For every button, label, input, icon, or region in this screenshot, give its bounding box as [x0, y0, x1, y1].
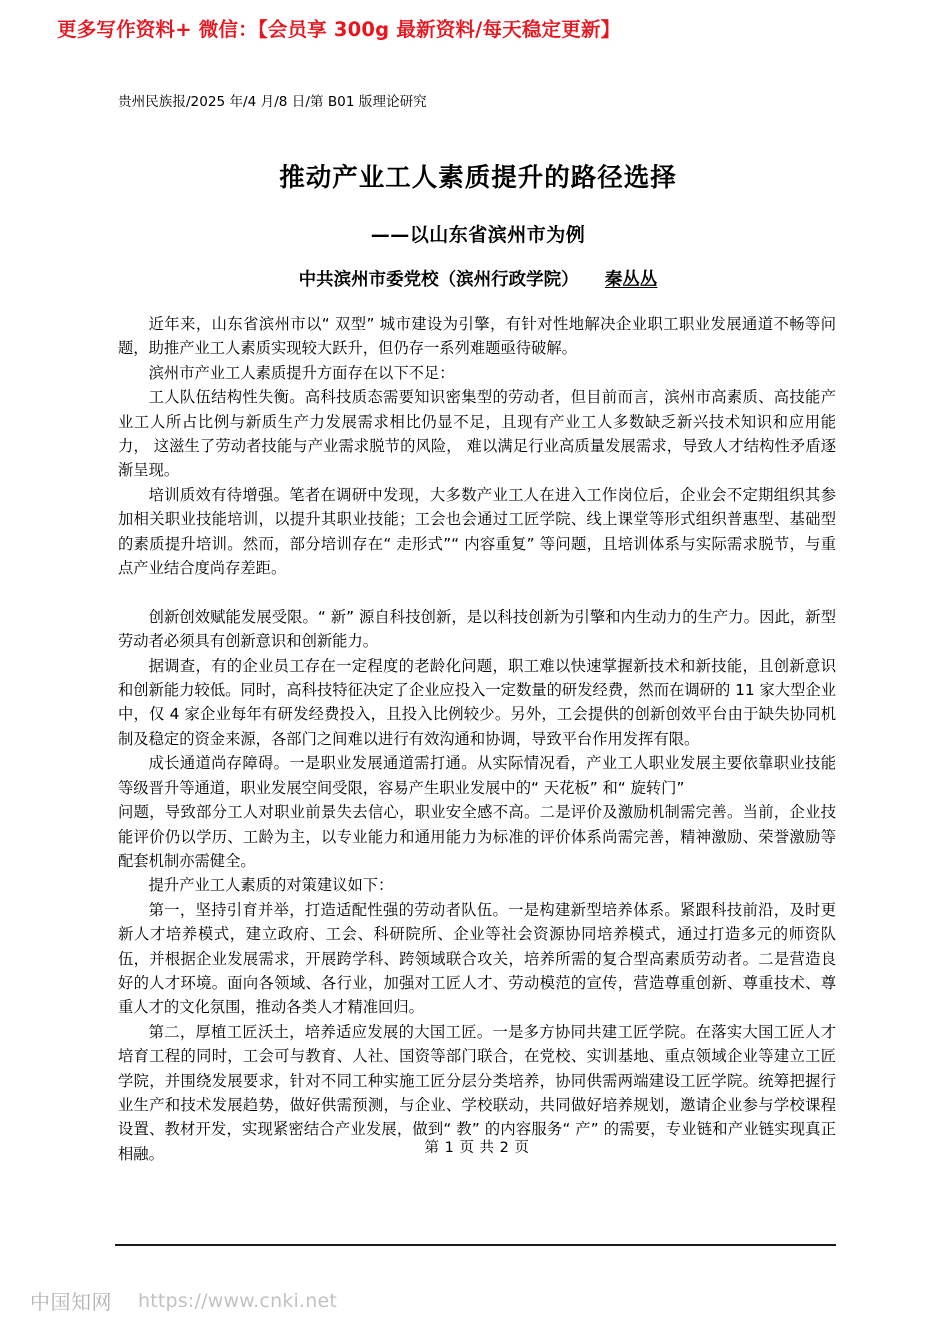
byline-affiliation: 中共滨州市委党校（滨州行政学院） [298, 270, 579, 290]
body-paragraph: 第二，厚植工匠沃土，培养适应发展的大国工匠。一是多方协同共建工匠学院。在落实大国工匠人才培育工程的同时，工会可与教育、人社、国资等部门联合，在党校、实训基地、重点领域企业等建立工匠学院，并围绕发展要求，针对不同工种实施工匠分层分类培养，协同供需两端建设工匠学院。统筹把握行业生产和技术发展趋势，做好供需预测，与企业、学校联动，共同做好培养规划，邀请企业参与学校课程设置、教材开发，实现紧密结合产业发展，做到“ 教” 的内容服务“ 产” 的需要，专业链和产业链实现真正相融。 [118, 1022, 836, 1163]
cnki-url: https://www.cnki.net [138, 1289, 338, 1312]
document-byline [118, 266, 838, 291]
body-paragraph: 近年来，山东省滨州市以“ 双型” 城市建设为引擎，有针对性地解决企业职工职业发展通道不畅等问题，助推产业工人素质实现较大跃升，但仍存一系列难题亟待破解。 [118, 315, 836, 358]
body-paragraph: 培训质效有待增强。笔者在调研中发现，大多数产业工人在进入工作岗位后，企业会不定期组织其参加相关职业技能培训，以提升其职业技能；工会也会通过工匠学院、线上课堂等形式组织普惠型、基础型的素质提升培训。然而，部分培训存在“ 走形式”“ 内容重复” 等问题，且培训体系与实际需求脱节，与重点产业结合度尚存差距。 [118, 485, 836, 578]
footer-divider [115, 1244, 836, 1246]
promotional-banner: 更多写作资料+ 微信：【会员享 300g 最新资料/每天稳定更新】 [57, 18, 621, 41]
body-paragraph: 提升产业工人素质的对策建议如下： [148, 876, 394, 895]
document-subtitle: ——以山东省滨州市为例 [370, 224, 586, 246]
body-paragraph: 工人队伍结构性失衡。高科技质态需要知识密集型的劳动者，但目前而言，滨州市高素质、高技能产业工人所占比例与新质生产力发展需求相比仍显不足，且现有产业工人多数缺乏新兴技术知识和应用能力， 这滋生了劳动者技能与产业需求脱节的风险， 难以满足行业高质量发展需求，导致人才结构性矛盾逐渐呈现。 [118, 388, 836, 480]
body-paragraph: 据调查，有的企业员工存在一定程度的老龄化问题，职工难以快速掌握新技术和新技能，且创新意识和创新能力较低。同时，高科技特征决定了企业应投入一定数量的研发经费，然而在调研的 11 家大型企业中，仅 4 家企业每年有研发经费投入，且投入比例较少。另外，工会提供的创新创效平台由于缺失协同机制及稳定的资金来源，各部门之间难以进行有效沟通和协调，导致平台作用发挥有限。 [118, 656, 836, 748]
cnki-watermark [30, 1286, 337, 1315]
body-paragraph: 成长通道尚存障碍。一是职业发展通道需打通。从实际情况看，产业工人职业发展主要依靠职业技能等级晋升等通道，职业发展空间受限，容易产生职业发展中的“ 天花板” 和“ 旋转门” [118, 754, 836, 797]
body-paragraph: 问题，导致部分工人对职业前景失去信心，职业安全感不高。二是评价及激励机制需完善。当前，企业技能评价仍以学历、工龄为主，以专业能力和通用能力为标准的评价体系尚需完善，精神激励、荣誉激励等配套机制亦需健全。 [118, 803, 836, 870]
article-body [118, 312, 836, 1166]
cnki-logo-text: 中国知网 [30, 1290, 112, 1314]
body-paragraph: 第一，坚持引育并举，打造适配性强的劳动者队伍。一是构建新型培养体系。紧跟科技前沿，及时更新人才培养模式，建立政府、工会、科研院所、企业等社会资源协同培养模式，通过打造多元的师资队伍，并根据企业发展需求，开展跨学科、跨领域联合攻关，培养所需的复合型高素质劳动者。二是营造良好的人才环境。面向各领域、各行业，加强对工匠人才、劳动模范的宣传，营造尊重创新、尊重技术、尊重人才的文化氛围，推动各类人才精准回归。 [118, 900, 836, 1017]
publication-source-line: 贵州民族报/2025 年/4 月/8 日/第 B01 版理论研究 [118, 94, 427, 110]
body-paragraph: 滨州市产业工人素质提升方面存在以下不足： [148, 363, 455, 382]
body-paragraph: 创新创效赋能发展受限。“ 新” 源自科技创新，是以科技创新为引擎和内生动力的生产力。因此，新型劳动者必须具有创新意识和创新能力。 [118, 607, 836, 651]
byline-author: 秦丛丛 [604, 270, 658, 290]
page-number-footer: 第 1 页 共 2 页 [424, 1140, 530, 1156]
page-title: 推动产业工人素质提升的路径选择 [279, 163, 677, 193]
